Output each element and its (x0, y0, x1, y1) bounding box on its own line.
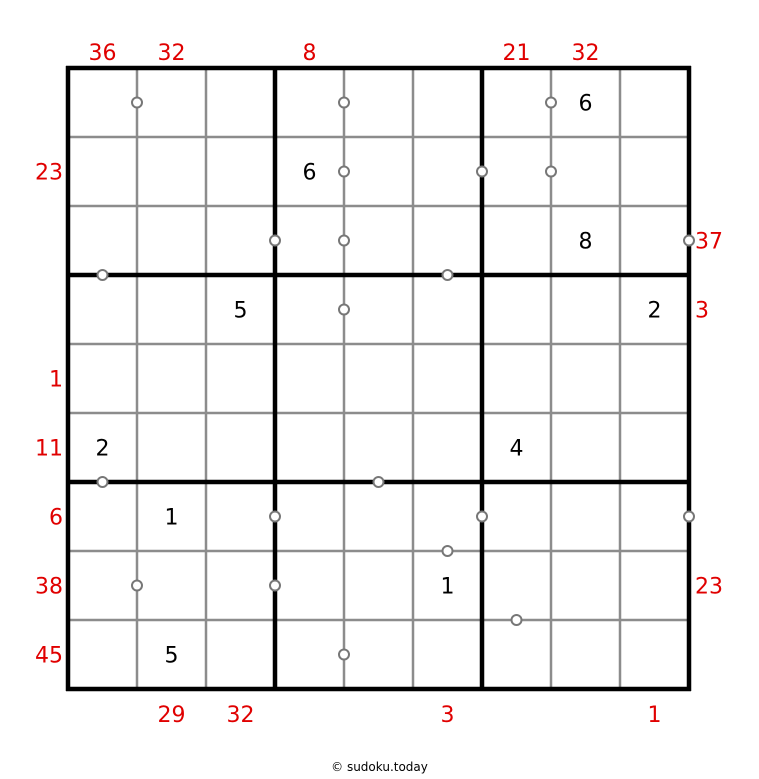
cell-r6c2[interactable] (137, 413, 206, 482)
cell-r6c5[interactable] (344, 413, 413, 482)
cell-r9c5[interactable] (344, 620, 413, 689)
given-digit: 4 (509, 436, 524, 462)
cell-r8c5[interactable] (344, 551, 413, 620)
cell-r9c7[interactable] (482, 620, 551, 689)
cell-r3c5[interactable] (344, 206, 413, 275)
dot-marker (684, 236, 694, 246)
cell-r9c4[interactable] (275, 620, 344, 689)
cell-r2c5[interactable] (344, 137, 413, 206)
dot-marker (270, 236, 280, 246)
outside-clue: 29 (157, 703, 186, 728)
cell-r7c1[interactable] (68, 482, 137, 551)
dot-marker (546, 167, 556, 177)
cell-r4c7[interactable] (482, 275, 551, 344)
outside-clue: 3 (695, 298, 709, 324)
dot-marker (684, 512, 694, 522)
cell-r3c6[interactable] (413, 206, 482, 275)
cell-r1c5[interactable] (344, 68, 413, 137)
dot-marker (477, 512, 487, 522)
cell-r5c8[interactable] (551, 344, 620, 413)
cell-r9c1[interactable] (68, 620, 137, 689)
given-digit: 1 (440, 574, 455, 600)
outside-clue: 6 (49, 505, 63, 531)
cell-r3c2[interactable] (137, 206, 206, 275)
cell-r5c3[interactable] (206, 344, 275, 413)
dot-marker (339, 650, 349, 660)
cell-r1c1[interactable] (68, 68, 137, 137)
dot-marker (132, 98, 142, 108)
cell-r9c6[interactable] (413, 620, 482, 689)
dot-marker (546, 98, 556, 108)
cell-r1c6[interactable] (413, 68, 482, 137)
cell-r7c4[interactable] (275, 482, 344, 551)
dot-marker (339, 305, 349, 315)
cell-r8c8[interactable] (551, 551, 620, 620)
outside-clue: 45 (35, 643, 63, 669)
cell-r1c2[interactable] (137, 68, 206, 137)
cell-r8c2[interactable] (137, 551, 206, 620)
cell-r2c2[interactable] (137, 137, 206, 206)
dot-marker (512, 615, 522, 625)
dot-marker (477, 167, 487, 177)
cell-r7c5[interactable] (344, 482, 413, 551)
dot-marker (443, 546, 453, 556)
cell-r5c4[interactable] (275, 344, 344, 413)
outside-clue: 23 (695, 574, 723, 600)
cell-r8c3[interactable] (206, 551, 275, 620)
cell-r2c1[interactable] (68, 137, 137, 206)
cell-r3c9[interactable] (620, 206, 689, 275)
cell-r4c2[interactable] (137, 275, 206, 344)
dot-marker (339, 167, 349, 177)
cell-r4c5[interactable] (344, 275, 413, 344)
cell-r5c2[interactable] (137, 344, 206, 413)
cell-r8c4[interactable] (275, 551, 344, 620)
cell-r5c6[interactable] (413, 344, 482, 413)
cell-r6c8[interactable] (551, 413, 620, 482)
cell-r3c7[interactable] (482, 206, 551, 275)
cell-r1c7[interactable] (482, 68, 551, 137)
dot-marker (132, 581, 142, 591)
outside-clue: 32 (157, 41, 186, 66)
cell-r2c9[interactable] (620, 137, 689, 206)
cell-r3c3[interactable] (206, 206, 275, 275)
given-digit: 2 (95, 436, 110, 462)
outside-clue: 38 (35, 574, 63, 600)
cell-r7c7[interactable] (482, 482, 551, 551)
cell-r9c3[interactable] (206, 620, 275, 689)
cell-r5c7[interactable] (482, 344, 551, 413)
cell-r5c1[interactable] (68, 344, 137, 413)
dot-marker (443, 270, 453, 280)
outside-clue: 32 (226, 703, 255, 728)
cell-r8c1[interactable] (68, 551, 137, 620)
dot-marker (270, 581, 280, 591)
cell-r8c7[interactable] (482, 551, 551, 620)
cell-r4c4[interactable] (275, 275, 344, 344)
cell-r7c9[interactable] (620, 482, 689, 551)
cell-r7c6[interactable] (413, 482, 482, 551)
dot-marker (98, 270, 108, 280)
given-digit: 6 (578, 91, 593, 117)
cell-r7c3[interactable] (206, 482, 275, 551)
cell-r1c4[interactable] (275, 68, 344, 137)
cell-r5c5[interactable] (344, 344, 413, 413)
cell-r2c7[interactable] (482, 137, 551, 206)
outside-clue: 36 (88, 41, 117, 66)
cell-r4c6[interactable] (413, 275, 482, 344)
outside-clue: 21 (502, 41, 531, 66)
given-digit: 5 (164, 643, 179, 669)
cell-r2c8[interactable] (551, 137, 620, 206)
cell-r7c8[interactable] (551, 482, 620, 551)
outside-clue: 1 (49, 367, 63, 393)
cell-r6c9[interactable] (620, 413, 689, 482)
outside-clue: 23 (35, 160, 63, 186)
outside-clue: 37 (695, 229, 723, 255)
given-digit: 2 (647, 298, 662, 324)
cell-r6c4[interactable] (275, 413, 344, 482)
given-digit: 5 (233, 298, 248, 324)
dot-marker (270, 512, 280, 522)
cell-r6c6[interactable] (413, 413, 482, 482)
outside-clue: 32 (571, 41, 600, 66)
dot-marker (374, 477, 384, 487)
outside-clue: 1 (647, 703, 662, 728)
cell-r8c9[interactable] (620, 551, 689, 620)
outside-clue: 11 (35, 436, 63, 462)
given-digit: 1 (164, 505, 179, 531)
dot-marker (339, 236, 349, 246)
cell-r9c8[interactable] (551, 620, 620, 689)
cell-r3c4[interactable] (275, 206, 344, 275)
outside-clue: 3 (440, 703, 455, 728)
given-digit: 6 (302, 160, 317, 186)
cell-r4c8[interactable] (551, 275, 620, 344)
cell-r1c3[interactable] (206, 68, 275, 137)
cell-r2c6[interactable] (413, 137, 482, 206)
dot-marker (98, 477, 108, 487)
cell-r9c9[interactable] (620, 620, 689, 689)
outside-clue: 8 (302, 41, 317, 66)
copyright-text: © sudoku.today (331, 760, 428, 774)
cell-r1c9[interactable] (620, 68, 689, 137)
cell-r2c3[interactable] (206, 137, 275, 206)
given-digit: 8 (578, 229, 593, 255)
cell-r3c1[interactable] (68, 206, 137, 275)
cell-r4c1[interactable] (68, 275, 137, 344)
cell-r5c9[interactable] (620, 344, 689, 413)
dot-marker (339, 98, 349, 108)
cell-r6c3[interactable] (206, 413, 275, 482)
